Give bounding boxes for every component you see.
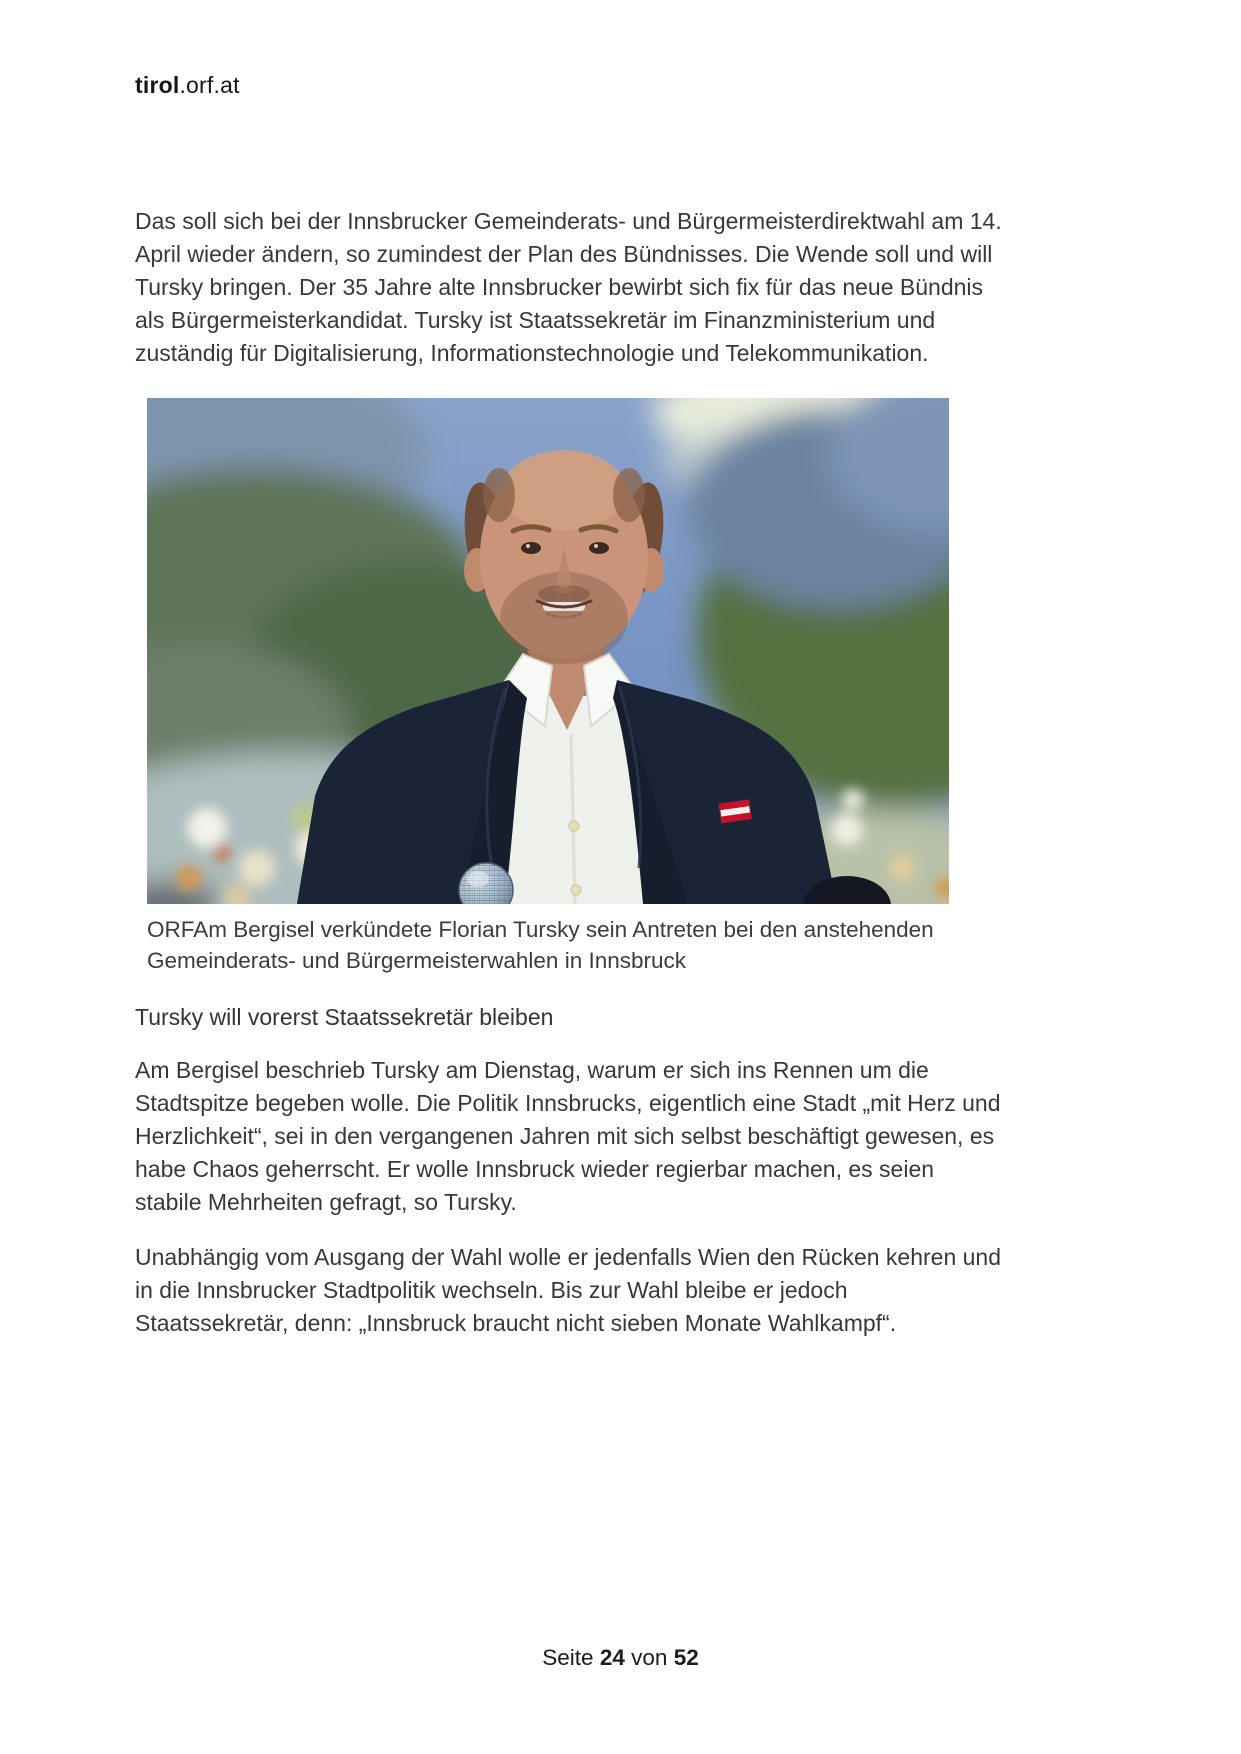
site-brand-bold: tirol bbox=[135, 72, 180, 98]
footer-page-number: 24 bbox=[599, 1645, 625, 1670]
caption-line: Gemeinderats- und Bürgermeisterwahlen in Innsbruck bbox=[147, 948, 687, 973]
article-photo bbox=[147, 398, 949, 904]
article-body bbox=[135, 205, 1015, 1340]
caption-line: Am Bergisel verkündete Florian Tursky sein Antreten bei den anstehenden bbox=[193, 917, 934, 942]
photo-credit: ORF bbox=[147, 917, 194, 942]
paragraph-bergisel: Am Bergisel beschrieb Tursky am Dienstag, warum er sich ins Rennen um die Stadtspitze begeben wolle. Die Politik Innsbrucks, eigentlich eine Stadt „mit Herz und Herzlichkeit“, sei in den vergangenen Jahren mit sich selbst beschäftigt gewesen, es habe Chaos geherrscht. Er wolle Innsbruck wieder regierbar machen, es seien stabile Mehrheiten gefragt, so Tursky. bbox=[135, 1057, 1001, 1215]
photo-caption bbox=[147, 914, 1015, 976]
page-footer bbox=[0, 1645, 1241, 1671]
subheading: Tursky will vorerst Staatssekretär bleiben bbox=[135, 1004, 554, 1030]
site-brand bbox=[135, 72, 240, 99]
portrait-photo-tursky bbox=[147, 398, 949, 904]
footer-label-page: Seite bbox=[542, 1645, 594, 1670]
footer-total-pages: 52 bbox=[673, 1645, 699, 1670]
footer-label-of: von bbox=[631, 1645, 668, 1670]
austrian-flag-pin bbox=[719, 800, 751, 823]
paragraph-intro: Das soll sich bei der Innsbrucker Gemeinderats- und Bürgermeisterdirektwahl am 14. April wieder ändern, so zumindest der Plan des Bündnisses. Die Wende soll und will Tursky bringen. Der 35 Jahre alte Innsbrucker bewirbt sich fix für das neue Bündnis als Bürgermeisterkandidat. Tursky ist Staatssekretär im Finanzministerium und zuständig für Digitalisierung, Informationstechnologie und Telekommunikation. bbox=[135, 208, 1002, 366]
paragraph-wahl: Unabhängig vom Ausgang der Wahl wolle er jedenfalls Wien den Rücken kehren und in die Innsbrucker Stadtpolitik wechseln. Bis zur Wahl bleibe er jedoch Staatssekretär, denn: „Innsbruck braucht nicht sieben Monate Wahlkampf“. bbox=[135, 1244, 1002, 1336]
site-brand-rest: .orf.at bbox=[179, 72, 240, 98]
